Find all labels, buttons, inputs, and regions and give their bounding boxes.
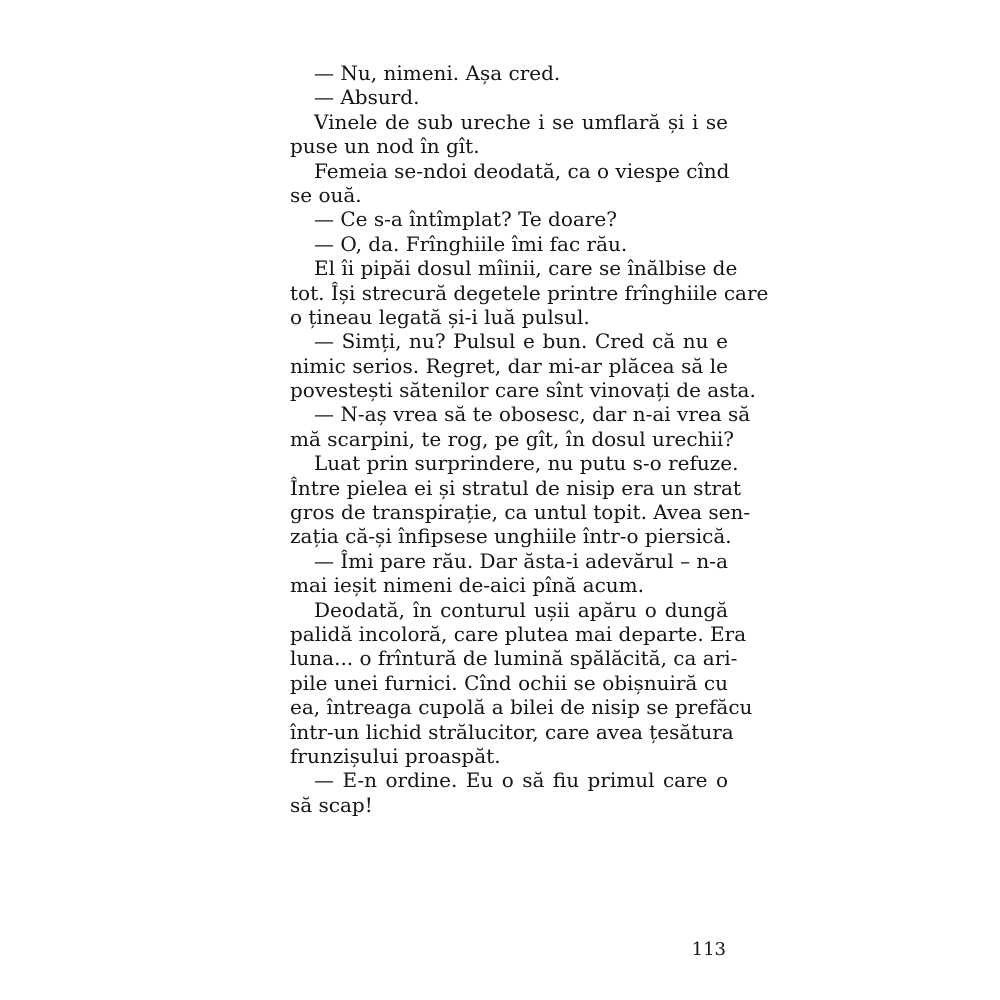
text-line: se ouă. (290, 182, 362, 207)
text-line: — O, da. Frînghiile îmi fac rău. (314, 231, 628, 256)
text-line: într-un lichid strălucitor, care avea țesătura (290, 719, 734, 744)
text-line: ea, întreaga cupolă a bilei de nisip se prefăcu (290, 695, 753, 720)
text-line: o țineau legată și-i luă pulsul. (290, 304, 590, 329)
page-number: 113 (691, 939, 726, 960)
text-line: puse un nod în gît. (290, 134, 480, 159)
text-line: — Simți, nu? Pulsul e bun. Cred că nu e (314, 329, 728, 354)
text-line: mă scarpini, te rog, pe gît, în dosul urechii? (290, 426, 734, 451)
text-line: — Absurd. (314, 85, 420, 110)
text-line: să scap! (290, 792, 373, 817)
text-line: Deodată, în conturul ușii apăru o dungă (314, 597, 728, 622)
text-line: povestești sătenilor care sînt vinovați de asta. (290, 378, 756, 403)
text-line: El îi pipăi dosul mîinii, care se înălbise de (314, 256, 738, 281)
text-line: — N-aș vrea să te obosesc, dar n-ai vrea să (314, 402, 751, 427)
text-line: Femeia se-ndoi deodată, ca o viespe cînd (314, 158, 730, 183)
text-line: frunzișului proaspăt. (290, 743, 501, 768)
text-line: — Nu, nimeni. Așa cred. (314, 61, 561, 85)
text-line: Vinele de sub ureche i se umflară și i se (314, 109, 728, 134)
text-line: Luat prin surprindere, nu putu s-o refuze. (314, 451, 739, 476)
text-line: luna... o frîntură de lumină spălăcită, ca ari- (290, 646, 738, 671)
text-line: — Îmi pare rău. Dar ăsta-i adevărul – n-a (314, 548, 728, 573)
text-line: — E-n ordine. Eu o să fiu primul care o (314, 768, 728, 793)
text-line: nimic serios. Regret, dar mi-ar plăcea să le (290, 353, 728, 378)
text-line: Între pielea ei și stratul de nisip era un strat (290, 475, 741, 500)
text-line: mai ieșit nimeni de-aici pînă acum. (290, 573, 645, 598)
text-line: gros de transpirație, ca untul topit. Avea sen- (290, 500, 751, 525)
text-line: zația că-și înfipsese unghiile într-o piersică. (290, 524, 732, 549)
text-line: pile unei furnici. Cînd ochii se obișnuiră cu (290, 670, 728, 695)
text-line: — Ce s-a întîmplat? Te doare? (314, 207, 617, 232)
body-text (290, 61, 769, 817)
text-line: tot. Își strecură degetele printre frînghiile care (290, 280, 769, 305)
text-line: palidă incoloră, care plutea mai departe. Era (290, 621, 747, 646)
